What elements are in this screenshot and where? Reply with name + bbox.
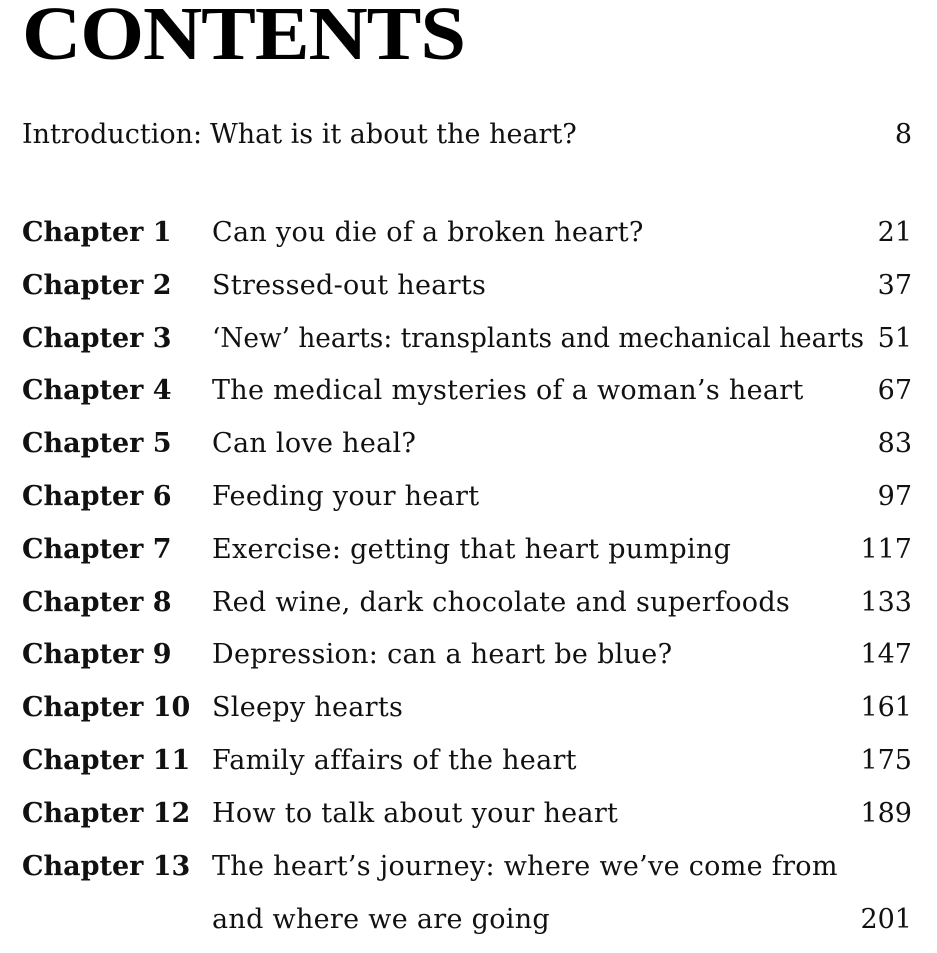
chapter-entry-4 <box>22 371 912 424</box>
chapter-title: Depression: can a heart be blue? <box>212 639 673 671</box>
chapter-page-number: 117 <box>860 533 912 565</box>
chapter-title-continuation: and where we are going <box>212 903 550 935</box>
chapter-title: Sleepy hearts <box>212 692 404 724</box>
chapter-title: The heart’s journey: where we’ve come from <box>212 850 838 882</box>
introduction-entry <box>22 115 912 155</box>
chapter-label: Chapter 9 <box>22 639 172 671</box>
chapter-title: Can you die of a broken heart? <box>212 217 644 248</box>
introduction-page-number: 8 <box>894 119 912 150</box>
chapter-entry-12 <box>22 794 912 847</box>
chapter-title: Feeding your heart <box>212 480 480 512</box>
chapter-entry-11 <box>22 741 912 794</box>
chapter-title: Exercise: getting that heart pumping <box>212 533 732 565</box>
chapter-page-number: 147 <box>860 639 912 671</box>
chapter-page-number: 201 <box>860 903 912 935</box>
chapter-entry-3 <box>22 319 912 372</box>
chapter-entry-5 <box>22 424 912 477</box>
chapter-title: How to talk about your heart <box>212 797 619 829</box>
chapter-title: The medical mysteries of a woman’s heart <box>212 375 804 407</box>
chapter-page-number: 175 <box>860 744 912 776</box>
chapter-title: ‘New’ hearts: transplants and mechanical hearts <box>212 322 865 354</box>
chapter-label: Chapter 6 <box>22 480 172 512</box>
chapter-entry-6 <box>22 477 912 530</box>
chapter-page-number: 97 <box>877 480 912 512</box>
chapter-label: Chapter 2 <box>22 269 172 301</box>
chapter-label: Chapter 10 <box>22 692 191 724</box>
chapter-page-number: 83 <box>877 428 912 460</box>
chapter-title: Red wine, dark chocolate and superfoods <box>212 586 791 618</box>
chapter-title: Family affairs of the heart <box>212 744 577 776</box>
chapter-page-number: 189 <box>860 797 912 829</box>
chapter-page-number: 51 <box>877 322 912 354</box>
chapter-page-number: 67 <box>877 375 912 407</box>
chapter-label: Chapter 7 <box>22 533 172 565</box>
chapter-entry-7 <box>22 530 912 583</box>
page-title: CONTENTS <box>22 0 465 76</box>
chapter-page-number: 21 <box>877 217 912 248</box>
chapter-label: Chapter 3 <box>22 322 172 354</box>
chapter-entry-2 <box>22 266 912 319</box>
chapter-label: Chapter 5 <box>22 428 172 460</box>
chapter-label: Chapter 13 <box>22 850 191 882</box>
chapter-label: Chapter 4 <box>22 375 172 407</box>
chapter-entry-8 <box>22 583 912 636</box>
chapter-page-number: 133 <box>860 586 912 618</box>
chapter-label: Chapter 8 <box>22 586 172 618</box>
chapter-label: Chapter 1 <box>22 217 172 248</box>
introduction-title: What is it about the heart? <box>210 119 577 150</box>
chapter-page-number: 37 <box>877 269 912 301</box>
chapter-entry-1 <box>22 213 912 266</box>
chapter-title: Stressed-out hearts <box>212 269 487 301</box>
chapter-label: Chapter 12 <box>22 797 191 829</box>
introduction-label: Introduction: <box>22 119 203 150</box>
chapter-title: Can love heal? <box>212 428 417 460</box>
chapter-entry-9 <box>22 635 912 688</box>
chapter-list <box>22 213 912 953</box>
chapter-page-number: 161 <box>860 692 912 724</box>
chapter-entry-10 <box>22 688 912 741</box>
chapter-label: Chapter 11 <box>22 744 191 776</box>
